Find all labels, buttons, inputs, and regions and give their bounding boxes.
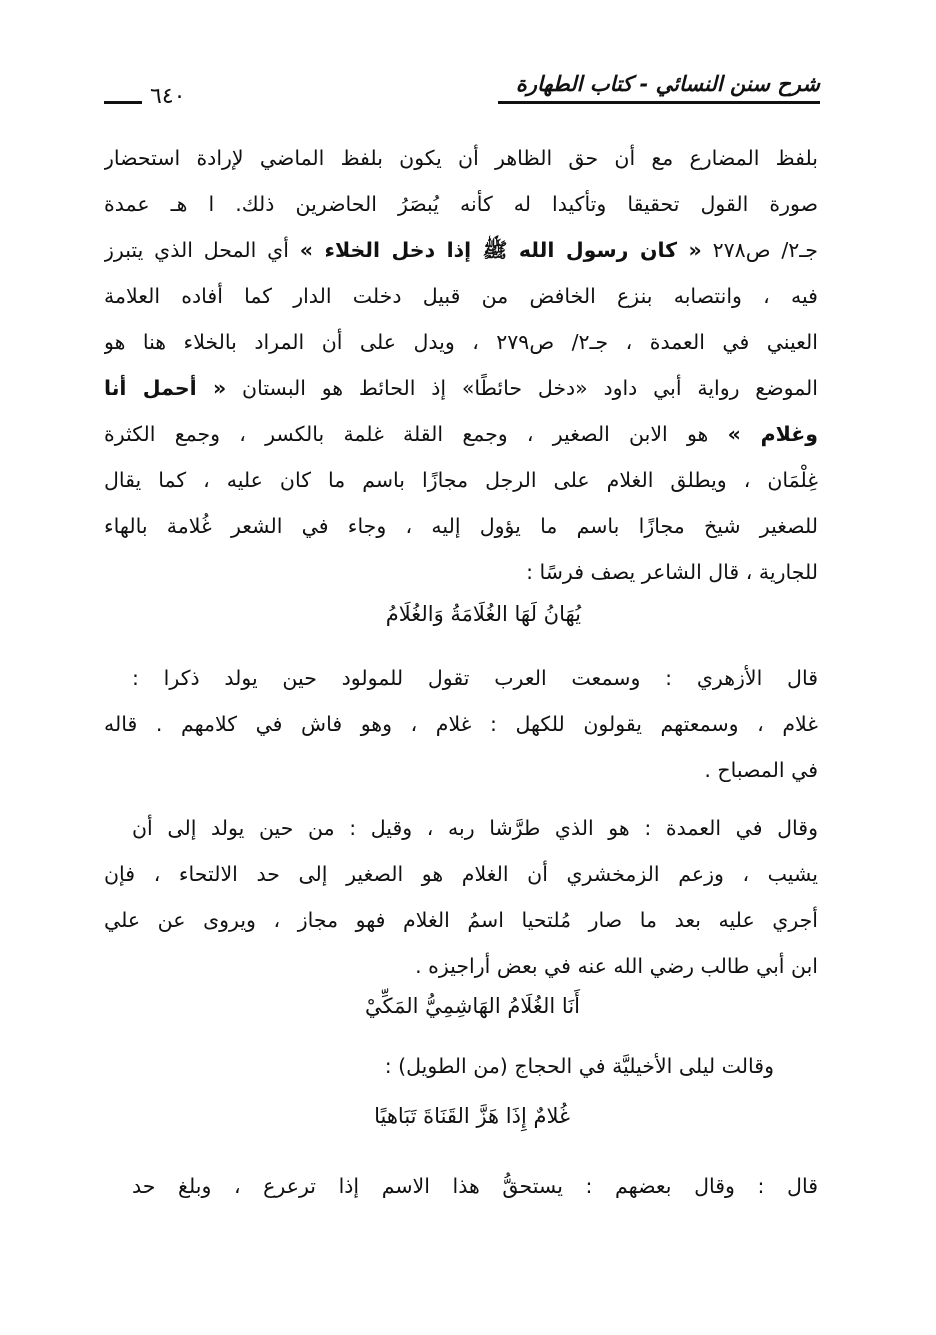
hadith-quote: « كان رسول الله ﷺ إذا دخل الخلاء » — [299, 238, 702, 262]
paragraph-1 — [104, 136, 818, 596]
poetry-verse: أَنَا الغُلَامُ الهَاشِمِيُّ المَكِّيْ — [364, 994, 580, 1018]
page-number: ٦٤٠ — [150, 84, 186, 109]
book-title: شرح سنن النسائي - كتاب الطهارة — [515, 72, 820, 96]
text-line: للجارية ، قال الشاعر يصف فرسًا : — [526, 560, 818, 584]
text-line: في المصباح . — [704, 758, 818, 782]
poetry-verse: غُلامٌ إِذَا هَزَّ القَنَاةَ تَبَاهيًا — [374, 1104, 570, 1128]
text-line: أجري عليه بعد ما صار مُلتحيا اسمُ الغلام فهو مجاز ، ويروى عن علي — [104, 908, 818, 932]
paragraph-4 — [104, 1164, 818, 1210]
text-line: قال : وقال بعضهم : يستحقُّ هذا الاسم إذا ترعرع ، وبلغ حد — [132, 1174, 818, 1198]
paragraph-2 — [104, 656, 818, 792]
text-line: يشيب ، وزعم الزمخشري أن الغلام هو الصغير إلى حد الالتحاء ، فإن — [104, 862, 818, 886]
paragraph-3 — [104, 806, 818, 990]
text-line: صورة القول تحقيقا وتأكيدا له كأنه يُبصَرُ الحاضرين ذلك. ا هـ عمدة — [104, 192, 818, 216]
text-line: وقال في العمدة : هو الذي طرَّشا ربه ، وقيل : من حين يولد إلى أن — [132, 816, 818, 840]
header-rule-short — [104, 101, 142, 104]
header-rule — [498, 101, 820, 104]
text-line: ابن أبي طالب رضي الله عنه في بعض أراجيزه . — [415, 954, 818, 978]
text-line: وغلام » هو الابن الصغير ، وجمع القلة غلمة بالكسر ، وجمع الكثرة — [104, 422, 818, 446]
running-header — [104, 70, 820, 110]
hadith-quote: وغلام » — [727, 422, 818, 446]
text-line: قال الأزهري : وسمعت العرب تقول للمولود حين يولد ذكرا : — [132, 666, 818, 690]
text-line: غلام ، وسمعتهم يقولون للكهل : غلام ، وهو فاش في كلامهم . قاله — [104, 712, 818, 736]
text-line: فيه ، وانتصابه بنزع الخافض من قبيل دخلت الدار كما أفاده العلامة — [104, 284, 818, 308]
text-line: العيني في العمدة ، جـ٢/ ص٢٧٩ ، ويدل على أن المراد بالخلاء هنا هو — [104, 330, 818, 354]
text-line: جـ٢/ ص٢٧٨ « كان رسول الله ﷺ إذا دخل الخلاء » أي المحل الذي يتبرز — [104, 238, 818, 262]
text-line: بلفظ المضارع مع أن حق الظاهر أن يكون بلفظ الماضي لإرادة استحضار — [104, 146, 818, 170]
hadith-quote: « أحمل أنا — [104, 376, 227, 400]
poetry-verse: يُهَانُ لَهَا الغُلَامَةُ وَالغُلَامُ — [385, 602, 581, 626]
verse-introduction: وقالت ليلى الأخيليَّة في الحجاج (من الطويل) : — [384, 1054, 774, 1078]
text-line: غِلْمَان ، ويطلق الغلام على الرجل مجازًا باسم ما كان عليه ، كما يقال — [104, 468, 818, 492]
text-line: للصغير شيخ مجازًا باسم ما يؤول إليه ، وجاء في الشعر غُلامة بالهاء — [104, 514, 818, 538]
text-line: الموضع رواية أبي داود «دخل حائطًا» إذ الحائط هو البستان « أحمل أنا — [104, 376, 818, 400]
